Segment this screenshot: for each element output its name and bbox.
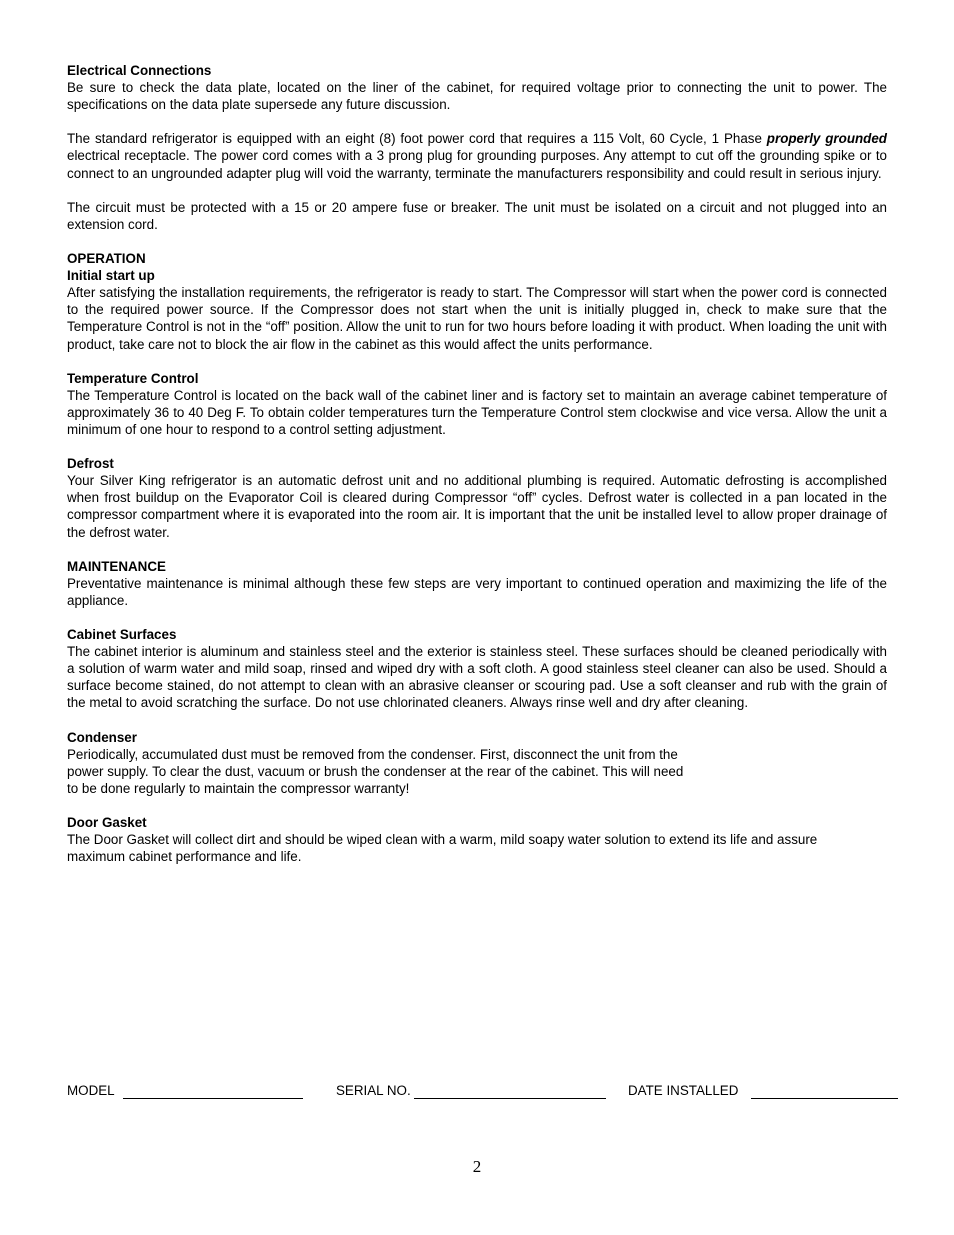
heading-initial-start-up: Initial start up (67, 268, 155, 284)
heading-operation: OPERATION (67, 251, 146, 267)
section-temperature-control (67, 370, 887, 438)
condenser-line-1: Periodically, accumulated dust must be removed from the condenser. First, disconnect the unit from the (67, 746, 678, 762)
page-number: 2 (472, 1157, 482, 1176)
paragraph-maintenance: Preventative maintenance is minimal although these few steps are very important to continued operation and maximizing the life of the appliance. (67, 575, 887, 608)
paragraph-initial-start-up: After satisfying the installation requirements, the refrigerator is ready to start. The Compressor will start when the power cord is connected to the required power source. If the Compressor does not start when the unit is initially plugged in, check to make sure that the Temperature Control is not in the “off” position. Allow the unit to run for two hours before loading it with product. When loading the unit with product, take care not to block the air flow in the cabinet as this would affect the units performance. (67, 285, 887, 352)
serial-label: SERIAL NO. (336, 1083, 411, 1098)
heading-cabinet-surfaces: Cabinet Surfaces (67, 627, 177, 643)
paragraph-temperature-control: The Temperature Control is located on the back wall of the cabinet liner and is factory set to maintain an average cabinet temperature of approximately 36 to 40 Deg F. To obtain colder temperatures turn the Temperature Control stem clockwise and vice versa. Allow the unit a minimum of one hour to respond to a control setting adjustment. (67, 387, 887, 437)
document-body (67, 62, 887, 883)
door-gasket-line-1: The Door Gasket will collect dirt and should be wiped clean with a warm, mild soapy water solution to extend its life and assure (67, 832, 818, 848)
section-operation (67, 250, 887, 353)
power-cord-text-end: electrical receptacle. The power cord comes with a 3 prong plug for grounding purposes. Any attempt to cut off the grounding spike or to connect to an ungrounded adapter plug will void the warranty, terminate the manufacturers responsibility and could result in serious injury. (67, 148, 887, 181)
model-label: MODEL (67, 1083, 115, 1098)
paragraph-defrost: Your Silver King refrigerator is an automatic defrost unit and no additional plumbing is required. Automatic defrosting is accomplished when frost buildup on the Evaporator Coil is cleared during Compressor “off” cycles. Defrost water is collected in a pan located in the compressor compartment where it is evaporated into the room air. It is important that the unit be installed level to allow proper drainage of the defrost water. (67, 473, 887, 540)
paragraph-cabinet-surfaces: The cabinet interior is aluminum and stainless steel and the exterior is stainless steel. These surfaces should be cleaned periodically with a solution of warm water and mild soap, rinsed and wiped dry with a soft cloth. A good stainless steel cleaner can also be used. Should a surface become stained, do not attempt to clean with an abrasive cleanser or scouring pad. Use a soft cleanser and rub with the grain of the metal to avoid scratching the surface. Do not use chlorinated cleaners. Always rinse well and dry after cleaning. (67, 644, 887, 711)
section-cabinet-surfaces (67, 626, 887, 711)
condenser-line-3: to be done regularly to maintain the compressor warranty! (67, 780, 410, 796)
door-gasket-line-2: maximum cabinet performance and life. (67, 849, 302, 865)
model-blank-line[interactable] (123, 1098, 303, 1099)
section-door-gasket (67, 814, 887, 865)
paragraph-circuit: The circuit must be protected with a 15 or 20 ampere fuse or breaker. The unit must be isolated on a circuit and not plugged into an extension cord. (67, 199, 887, 232)
heading-door-gasket: Door Gasket (67, 815, 147, 831)
heading-condenser: Condenser (67, 729, 137, 745)
section-maintenance (67, 558, 887, 609)
heading-maintenance: MAINTENANCE (67, 558, 166, 574)
heading-electrical-connections: Electrical Connections (67, 63, 212, 78)
serial-blank-line[interactable] (414, 1098, 606, 1099)
section-condenser (67, 729, 887, 797)
paragraph-power-cord (67, 130, 887, 181)
date-installed-blank-line[interactable] (751, 1098, 898, 1099)
properly-grounded-emphasis: properly grounded (766, 131, 887, 147)
power-cord-text-start: The standard refrigerator is equipped with an eight (8) foot power cord that requires a 115 Volt, 60 Cycle, 1 Phase (67, 131, 767, 147)
section-defrost (67, 455, 887, 540)
heading-defrost: Defrost (67, 456, 114, 472)
heading-temperature-control: Temperature Control (67, 370, 199, 386)
condenser-line-2: power supply. To clear the dust, vacuum or brush the condenser at the rear of the cabinet. This will need (67, 763, 684, 779)
paragraph-data-plate: Be sure to check the data plate, located on the liner of the cabinet, for required voltage prior to connecting the unit to power. The specifications on the data plate supersede any future discussion. (67, 80, 887, 113)
date-installed-label: DATE INSTALLED (628, 1083, 739, 1098)
section-electrical (67, 62, 887, 113)
